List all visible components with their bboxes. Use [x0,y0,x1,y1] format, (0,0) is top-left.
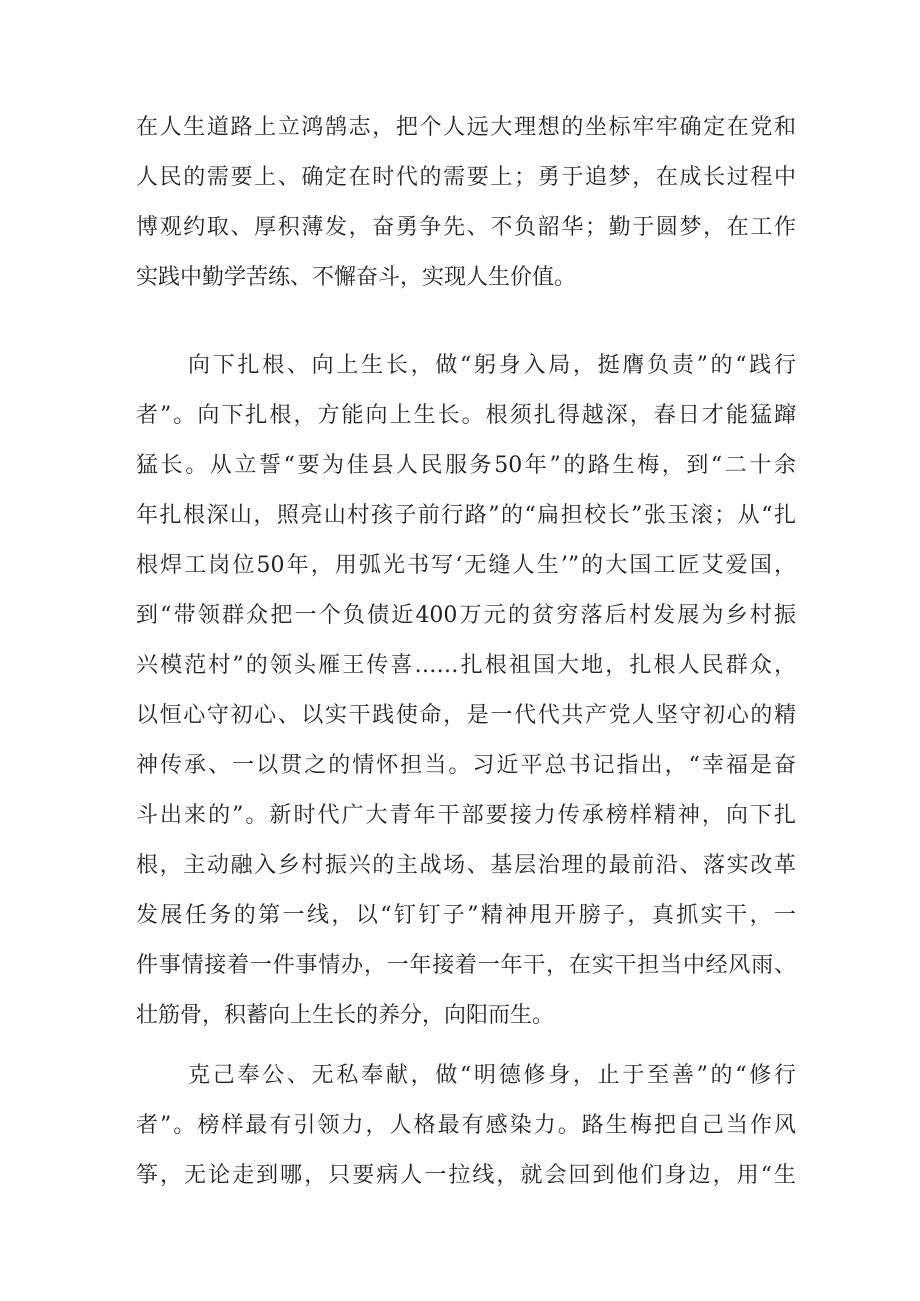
paragraph-2-line-13: 件事情接着一件事情办，一年接着一年干，在实干担当中经风雨、 [136,953,796,978]
paragraph-2-line-11: 根，主动融入乡村振兴的主战场、基层治理的最前沿、落实改革 [136,853,796,878]
paragraph-2-line-4: 年扎根深山，照亮山村孩子前行路”的“扁担校长”张玉滚；从“扎 [136,503,796,528]
paragraph-2-line-12: 发展任务的第一线，以“钉钉子”精神甩开膀子，真抓实干，一 [136,903,796,928]
paragraph-2-line-5: 根焊工岗位50年，用弧光书写‘无缝人生’”的大国工匠艾爱国， [136,553,796,578]
paragraph-2-line-9: 神传承、一以贯之的情怀担当。习近平总书记指出，“幸福是奋 [136,753,796,778]
paragraph-1-line-4: 实践中勤学苦练、不懈奋斗，实现人生价值。 [136,265,577,290]
paragraph-2-line-10: 斗出来的”。新时代广大青年干部要接力传承榜样精神，向下扎 [136,803,796,828]
paragraph-3-line-3: 筝，无论走到哪，只要病人一拉线，就会回到他们身边，用“生 [136,1163,796,1188]
paragraph-2-line-14: 壮筋骨，积蓄向上生长的养分，向阳而生。 [136,1003,555,1028]
paragraph-2-line-3: 猛长。从立誓“要为佳县人民服务50年”的路生梅，到“二十余 [136,453,796,478]
paragraph-2-line-1: 向下扎根、向上生长，做“躬身入局，挺膺负责”的“践行 [188,353,796,378]
paragraph-2-line-6: 到“带领群众把一个负债近400万元的贫穷落后村发展为乡村振 [136,603,796,628]
paragraph-3-line-1: 克己奉公、无私奉献，做“明德修身，止于至善”的“修行 [188,1063,796,1088]
paragraph-1-line-3: 博观约取、厚积薄发，奋勇争先、不负韶华；勤于圆梦，在工作 [136,215,796,240]
paragraph-1-line-2: 人民的需要上、确定在时代的需要上；勇于追梦，在成长过程中 [136,165,796,190]
paragraph-2-line-8: 以恒心守初心、以实干践使命，是一代代共产党人坚守初心的精 [136,703,796,728]
paragraph-3-line-2: 者”。榜样最有引领力，人格最有感染力。路生梅把自己当作风 [136,1113,796,1138]
paragraph-1-line-1: 在人生道路上立鸿鹄志，把个人远大理想的坐标牢牢确定在党和 [136,115,796,140]
paragraph-2-line-7: 兴模范村”的领头雁王传喜……扎根祖国大地，扎根人民群众， [136,653,796,678]
paragraph-2-line-2: 者”。向下扎根，方能向上生长。根须扎得越深，春日才能猛蹿 [136,403,796,428]
